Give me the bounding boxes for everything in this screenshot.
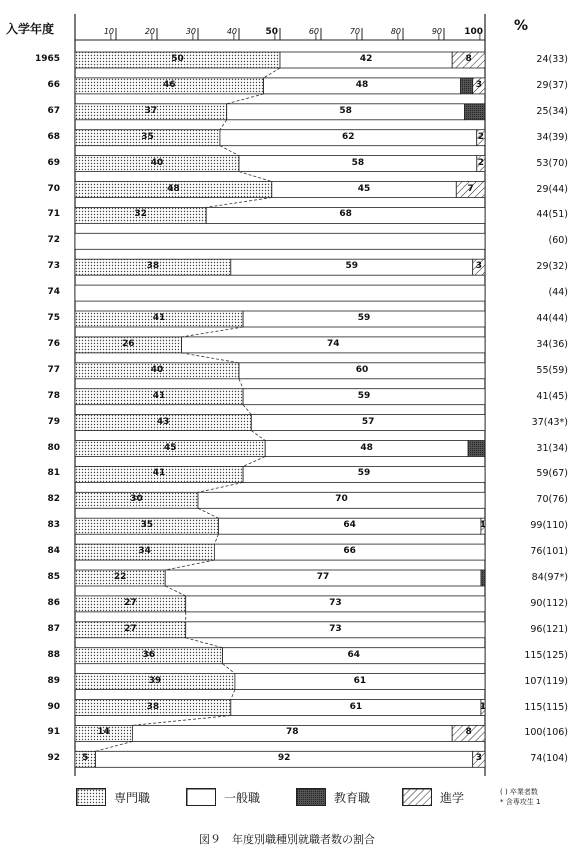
count-label: 90(112) bbox=[530, 597, 568, 609]
legend-swatch-dark bbox=[296, 788, 326, 806]
year-label: 77 bbox=[47, 364, 60, 375]
year-label: 78 bbox=[47, 390, 60, 401]
count-label: 84(97*) bbox=[531, 572, 568, 583]
connector-line bbox=[243, 405, 251, 415]
legend-label: 教育職 bbox=[334, 790, 371, 805]
bar-label-general: 57 bbox=[361, 416, 375, 427]
year-label: 70 bbox=[47, 183, 60, 194]
bar-segment-education bbox=[468, 441, 485, 457]
connector-line bbox=[223, 664, 235, 674]
connector-line bbox=[206, 198, 272, 208]
year-label: 89 bbox=[47, 675, 60, 686]
count-label: 96(121) bbox=[530, 623, 568, 635]
bar-label-professional: 22 bbox=[113, 572, 127, 582]
bar-label-general: 64 bbox=[343, 520, 356, 531]
bar-label-professional: 39 bbox=[148, 675, 162, 686]
legend-item-education bbox=[296, 786, 370, 808]
bar-label-study: 3 bbox=[475, 79, 482, 90]
bar-label-general: 61 bbox=[353, 675, 367, 686]
footnote-line: * 含専攻生 1 bbox=[500, 798, 541, 806]
bar-label-professional: 37 bbox=[144, 105, 158, 116]
bar-label-general: 73 bbox=[329, 623, 342, 634]
percent-header: % bbox=[514, 18, 529, 34]
connector-line bbox=[186, 638, 223, 648]
bar-label-professional: 38 bbox=[146, 701, 160, 712]
bar-label-general: 61 bbox=[349, 701, 363, 712]
bar-empty bbox=[75, 233, 485, 249]
bar-label-general: 58 bbox=[351, 157, 365, 168]
year-label: 90 bbox=[47, 701, 60, 712]
bar-label-professional: 27 bbox=[124, 597, 137, 608]
year-label: 87 bbox=[47, 623, 60, 634]
connector-line bbox=[198, 482, 243, 492]
legend-label: 専門職 bbox=[114, 790, 151, 805]
bar-label-professional: 40 bbox=[150, 364, 164, 375]
count-label: 76(101) bbox=[530, 546, 568, 558]
count-label: 41(45) bbox=[536, 390, 568, 402]
connector-line bbox=[220, 146, 239, 156]
bar-label-general: 48 bbox=[355, 79, 369, 90]
bar-label-general: 45 bbox=[357, 183, 371, 194]
bar-label-study: 2 bbox=[477, 157, 485, 168]
year-label: 80 bbox=[47, 442, 60, 453]
bar-label-general: 68 bbox=[339, 209, 352, 220]
bar-label-professional: 5 bbox=[82, 753, 89, 764]
bar-label-general: 78 bbox=[286, 727, 299, 738]
bar-label-study: 7 bbox=[467, 183, 474, 194]
figure-caption: 図９ 年度別職種別就職者数の割合 bbox=[199, 833, 375, 846]
connector-line bbox=[96, 741, 133, 751]
connector-line bbox=[264, 68, 280, 78]
x-tick-label: 10 bbox=[103, 27, 114, 36]
bar-label-study: 8 bbox=[465, 54, 472, 64]
year-label: 82 bbox=[47, 494, 60, 505]
bar-label-general: 59 bbox=[357, 390, 371, 401]
bar-label-professional: 41 bbox=[152, 390, 166, 401]
bar-label-general: 59 bbox=[357, 313, 371, 323]
connector-line bbox=[198, 508, 219, 518]
bar-label-professional: 14 bbox=[97, 727, 110, 738]
x-tick-label: 50 bbox=[265, 27, 278, 37]
bar-label-general: 42 bbox=[359, 54, 373, 64]
x-tick-label: 90 bbox=[431, 27, 442, 36]
bar-label-general: 92 bbox=[277, 753, 291, 764]
connector-line bbox=[227, 94, 264, 104]
bar-label-general: 66 bbox=[343, 546, 356, 557]
connector-line bbox=[182, 327, 244, 337]
connector-line bbox=[132, 716, 230, 726]
legend-item-general bbox=[186, 786, 260, 808]
bar-label-professional: 32 bbox=[134, 209, 147, 220]
count-label: 70(76) bbox=[536, 494, 568, 506]
x-tick-label: 70 bbox=[349, 27, 360, 36]
connector-line bbox=[231, 690, 235, 700]
year-label: 68 bbox=[47, 131, 60, 142]
connector-line bbox=[251, 431, 265, 441]
year-label: 76 bbox=[47, 338, 60, 349]
year-label: 91 bbox=[47, 727, 60, 738]
connector-line bbox=[165, 586, 186, 596]
bar-label-general: 64 bbox=[347, 649, 361, 660]
bar-label-study: 8 bbox=[465, 727, 472, 738]
bar-segment-education bbox=[460, 78, 472, 94]
bar-segment-education bbox=[465, 104, 486, 120]
connector-line bbox=[182, 353, 239, 363]
count-label: 24(33) bbox=[536, 54, 568, 65]
legend-item-further-study bbox=[402, 786, 464, 808]
bar-label-study: 2 bbox=[477, 131, 484, 142]
count-label: 34(36) bbox=[536, 338, 568, 350]
count-label: 37(43*) bbox=[531, 416, 568, 428]
bar-label-general: 70 bbox=[335, 494, 348, 505]
count-label: 59(67) bbox=[536, 468, 568, 480]
year-label: 86 bbox=[47, 597, 60, 608]
year-label: 92 bbox=[47, 753, 60, 764]
legend-item-professional bbox=[76, 786, 150, 808]
year-label: 73 bbox=[47, 261, 60, 272]
legend-swatch-dots bbox=[76, 788, 106, 806]
year-label: 85 bbox=[47, 572, 60, 582]
x-tick-label: 80 bbox=[390, 27, 401, 36]
bar-label-study: 3 bbox=[475, 261, 482, 272]
count-label: 74(104) bbox=[530, 753, 568, 765]
bar-label-professional: 35 bbox=[141, 131, 154, 142]
bar-label-professional: 27 bbox=[124, 623, 137, 634]
x-tick-label: 60 bbox=[308, 27, 319, 36]
bar-label-general: 74 bbox=[327, 338, 340, 349]
legend-swatch-hatch bbox=[402, 788, 432, 806]
count-label: 115(115) bbox=[524, 701, 568, 713]
year-label: 69 bbox=[47, 157, 60, 168]
bar-label-professional: 26 bbox=[122, 338, 135, 349]
bar-label-professional: 41 bbox=[152, 313, 166, 323]
footnote bbox=[500, 787, 540, 807]
bar-label-general: 73 bbox=[329, 597, 342, 608]
connector-line bbox=[243, 457, 265, 467]
bar-label-professional: 41 bbox=[152, 468, 166, 479]
count-label: 29(32) bbox=[536, 261, 568, 273]
bar-label-professional: 43 bbox=[156, 416, 170, 427]
x-tick-label: 30 bbox=[185, 27, 196, 36]
legend-label: 進学 bbox=[440, 790, 465, 805]
bar-label-professional: 38 bbox=[146, 261, 160, 272]
bar-label-general: 58 bbox=[339, 105, 352, 116]
bar-label-study: 1 bbox=[479, 701, 487, 712]
bar-label-professional: 30 bbox=[130, 494, 143, 505]
connector-line bbox=[239, 379, 243, 389]
year-label: 75 bbox=[47, 313, 60, 323]
legend-swatch-blank bbox=[186, 788, 216, 806]
count-label: 31(34) bbox=[536, 442, 568, 454]
count-label: 29(44) bbox=[536, 183, 568, 195]
year-label: 83 bbox=[47, 520, 60, 531]
count-label: (60) bbox=[548, 235, 568, 247]
count-label: 44(44) bbox=[536, 313, 568, 324]
bar-label-study: 1 bbox=[479, 520, 487, 531]
year-label: 72 bbox=[47, 235, 60, 246]
bar-label-general: 60 bbox=[355, 364, 369, 375]
count-label: 55(59) bbox=[536, 364, 568, 376]
bar-label-study: 3 bbox=[475, 753, 482, 764]
count-label: 25(34) bbox=[536, 105, 568, 117]
count-label: 29(37) bbox=[536, 79, 568, 91]
connector-line bbox=[239, 172, 272, 182]
bar-label-general: 62 bbox=[342, 131, 355, 142]
year-label: 71 bbox=[47, 209, 60, 220]
count-label: 107(119) bbox=[524, 675, 568, 687]
count-label: (44) bbox=[548, 287, 568, 299]
connector-line bbox=[165, 560, 214, 570]
footnote-line: ( ) 卒業者数 bbox=[500, 788, 538, 796]
year-label: 67 bbox=[47, 105, 60, 116]
year-label: 74 bbox=[47, 287, 60, 298]
legend-label: 一般職 bbox=[224, 790, 261, 805]
bar-label-professional: 40 bbox=[150, 157, 164, 168]
count-label: 100(106) bbox=[524, 727, 568, 739]
year-label: 66 bbox=[47, 79, 60, 90]
bar-label-professional: 46 bbox=[163, 79, 176, 90]
bar-label-general: 59 bbox=[345, 261, 358, 272]
year-label: 79 bbox=[47, 416, 60, 427]
year-column-header: 入学年度 bbox=[6, 22, 55, 36]
connector-line bbox=[214, 534, 218, 544]
bar-label-general: 48 bbox=[360, 442, 373, 453]
year-label: 1965 bbox=[34, 54, 60, 64]
bar-empty bbox=[75, 285, 485, 301]
bar-label-professional: 34 bbox=[138, 546, 151, 557]
connector-line bbox=[220, 120, 227, 130]
bar-label-professional: 35 bbox=[140, 520, 154, 531]
count-label: 115(125) bbox=[524, 649, 568, 661]
x-tick-label: 100 bbox=[464, 27, 483, 37]
bar-label-general: 77 bbox=[316, 572, 330, 582]
x-tick-label: 20 bbox=[144, 27, 155, 36]
bar-label-professional: 45 bbox=[163, 442, 177, 453]
year-label: 81 bbox=[47, 468, 60, 479]
year-label: 84 bbox=[47, 546, 60, 557]
bar-segment-education bbox=[481, 570, 485, 586]
year-label: 88 bbox=[47, 649, 60, 660]
count-label: 99(110) bbox=[530, 520, 568, 532]
bar-label-professional: 48 bbox=[167, 183, 180, 194]
x-tick-label: 40 bbox=[226, 27, 237, 36]
count-label: 34(39) bbox=[536, 131, 568, 143]
bar-label-general: 59 bbox=[357, 468, 371, 479]
bar-label-professional: 50 bbox=[171, 54, 184, 64]
count-label: 44(51) bbox=[536, 209, 568, 221]
bar-label-professional: 36 bbox=[142, 649, 156, 660]
count-label: 53(70) bbox=[536, 157, 568, 169]
